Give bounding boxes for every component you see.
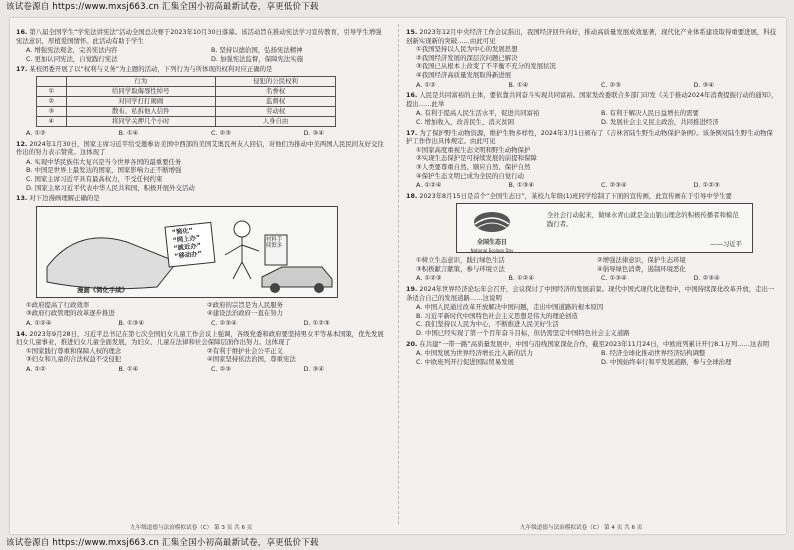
statement-item: ②政府的宗旨是为人民服务 xyxy=(207,300,284,309)
option-d: D. ①②③ xyxy=(303,318,330,327)
question-number: 20. xyxy=(406,339,418,348)
table-cell: 给同学取侮辱性绰号 xyxy=(66,86,216,96)
option-a: A. 增强宪法观念，完善宪法内容 xyxy=(26,46,118,55)
question-16-right xyxy=(406,91,778,126)
page-footer-left: 九年级道德与法治模拟试卷（C） 第 3 页 共 6 页 xyxy=(130,525,253,531)
option-a: A. ①② xyxy=(26,364,46,373)
cartoon-illustration xyxy=(36,206,338,298)
option-c: C. 增加收入，改善民生，消灭贫困 xyxy=(416,117,514,126)
bottom-source-banner: 该试卷源自 https://www.mxsj663.cn 汇集全国小初高最新试卷，享更低价下载 xyxy=(6,538,319,548)
statement-item: ③积极献言献策，参与环境立法 xyxy=(416,264,505,273)
option-b: B. ①④ xyxy=(118,128,139,137)
statement-item: ④国家坚持依法治国，尊重宪法 xyxy=(207,355,296,364)
question-number: 12. xyxy=(16,139,28,148)
option-a: A. ①② xyxy=(26,128,46,137)
question-stem: 第八届全国学生“学宪法讲宪法”活动全国总决赛于2023年10月30日落幕。该活动旨在推动宪法学习宣传教育，引导学生增强宪法意识，厚植爱国情怀。此活动有助于学生 xyxy=(16,28,382,45)
question-number: 16. xyxy=(406,91,418,100)
question-number: 17. xyxy=(16,65,28,74)
rights-table xyxy=(36,76,336,127)
option-d: D. 中国始终奉行和平发展道路，参与全球治理 xyxy=(601,357,732,366)
statement-item: ③我国已从根本上改变了不平衡不充分的发展状况 xyxy=(416,62,556,71)
table-row xyxy=(37,116,336,126)
left-page xyxy=(16,28,388,375)
statement-item: ①国家践行尊重和保障人权的理念 xyxy=(26,346,122,355)
statement-item: ②有利于维护社会公平正义 xyxy=(207,346,284,355)
question-number: 15. xyxy=(406,28,418,36)
statement-item: ④建设法治政府一直在努力 xyxy=(207,309,284,318)
statement-item: ④我国经济高质量发展取得新进展 xyxy=(416,70,512,79)
table-header-cell: 行为 xyxy=(66,76,216,86)
question-stem: 某校团委开展了以“权利与义务”为主题的活动，下列行为与所体现的权利对应正确的是 xyxy=(29,65,273,74)
option-a: A. ①②③ xyxy=(416,274,442,283)
table-cell: 散布、私拆他人信件 xyxy=(66,106,216,116)
table-cell: ④ xyxy=(37,116,67,126)
table-cell: 劳动权 xyxy=(216,106,336,116)
question-stem: 2023年12月中央经济工作会议指出，我国经济回升向好，推动高质量发展成效显著，现代化产业体系建设取得重要进展，科技创新实现新的突破……由此可见 xyxy=(406,28,777,45)
option-c: C. ①③④ xyxy=(601,274,627,283)
table-cell: ② xyxy=(37,96,67,106)
question-number: 18. xyxy=(406,191,418,200)
question-number: 14. xyxy=(16,329,28,338)
question-19 xyxy=(406,285,778,338)
option-b: B. ①③④ xyxy=(118,318,145,327)
option-d: D. 国家主席习近平代表中华人民共和国，积极开展外交活动 xyxy=(26,183,195,192)
table-cell: ① xyxy=(37,86,67,96)
statement-item: ①政府提高了行政效率 xyxy=(26,300,90,309)
option-b: B. 有利于解决人民日益增长的需要 xyxy=(601,109,699,118)
logo-title: 全国生态日 xyxy=(476,238,507,246)
question-20 xyxy=(406,340,778,367)
option-c: C. ②③④ xyxy=(601,181,627,190)
statement-item: ②实现生态保护是可持续发展的前提和保障 xyxy=(416,154,537,163)
option-c: C. ②③④ xyxy=(211,318,237,327)
option-d: D. ②③④ xyxy=(693,274,720,283)
table-cell: ③ xyxy=(37,106,67,116)
option-c: C. ②③ xyxy=(211,128,231,137)
option-d: D. ③④ xyxy=(303,364,324,373)
option-b: B. ①④ xyxy=(508,80,529,89)
option-d: D. 中国已经实现了第一个百年奋斗目标，但仍需坚定中国特色社会主义道路 xyxy=(416,329,630,338)
option-c: C. 更加认同宪法，自觉践行宪法 xyxy=(26,54,118,63)
statement-item: ①国家高度重视生态文明和野生动物保护 xyxy=(416,145,531,154)
cartoon-label: “网上办” xyxy=(172,233,201,245)
page-footer-right: 九年级道德与法治模拟试卷（C） 第 4 页 共 6 页 xyxy=(520,525,643,531)
option-b: B. 中国是世界上最发达的国家，国家影响力正不断增强 xyxy=(26,166,182,175)
question-14 xyxy=(16,330,388,374)
poster-quote-author: ——习近平 xyxy=(710,239,742,248)
table-cell: 将同学关押几个小时 xyxy=(66,116,216,126)
option-a: A. 中国人民通过改革开放解决中国问题，走出中国道路的根本原因 xyxy=(416,303,604,312)
question-13 xyxy=(16,194,388,327)
page-divider xyxy=(398,24,399,524)
question-stem: 人民是共同富裕的主体，要依靠共同奋斗实现共同富裕。国家发改委联合多部门印发《关于推动2024年消费提振行动的通知》，提出……此举 xyxy=(406,91,778,108)
option-c: C. 中欧班列开行促进国际贸易发展 xyxy=(416,357,514,366)
statement-item: ④保护生态文明已成为全民的自觉行动 xyxy=(416,171,524,180)
table-cell: 对同学打打闹闹 xyxy=(66,96,216,106)
table-row xyxy=(37,96,336,106)
table-header-cell: 侵犯的公民权利 xyxy=(216,76,336,86)
table-cell: 人身自由 xyxy=(216,116,336,126)
option-b: B. 坚持以德治国，弘扬宪法精神 xyxy=(211,46,303,55)
option-d: D. ①②③ xyxy=(693,181,720,190)
option-b: B. ①③④ xyxy=(508,181,535,190)
statement-item: ④倡导绿色消费，遏制环境恶化 xyxy=(597,264,686,273)
option-c: C. 国家主席习近平具有最高权力，不受任何约束 xyxy=(26,174,163,183)
table-cell: 监督权 xyxy=(216,96,336,106)
question-12 xyxy=(16,140,388,193)
question-number: 16. xyxy=(16,28,28,36)
question-number: 19. xyxy=(406,285,418,294)
question-stem: 2024年1月30日，国家主席习近平给受邀参访美国中西部的美国艾奥瓦州友人回信，对他们为推动中美两国人民民间友好交往作出的努力表示赞赏。这体现了 xyxy=(16,139,384,157)
option-a: A. 有利于提高人民生活水平，促进共同富裕 xyxy=(416,109,540,118)
statement-item: ③妇女和儿童的合法权益不受侵犯 xyxy=(26,355,122,364)
top-source-banner: 该试卷源自 https://www.mxsj663.cn 汇集全国小初高最新试卷，享更低价下载 xyxy=(6,2,319,12)
logo-subtitle: National Ecology Day xyxy=(470,248,514,254)
question-stem: 为了保护野生动物资源，维护生物多样性，2024年3月1日颁布了《吉林省陆生野生动物保护条例》。该条例对陆生野生动物保护工作作出具体规定。由此可见 xyxy=(406,128,773,146)
option-a: A. 实现中华民族伟大复兴是当今世界各国的最重要任务 xyxy=(26,157,182,166)
statement-item: ③人类要尊重自然、顺应自然、保护自然 xyxy=(416,162,531,171)
statement-item: ①树立生态意识，践行绿色生活 xyxy=(416,256,505,265)
statement-item: ②增强法律意识，保护生态环境 xyxy=(597,256,686,265)
table-row xyxy=(37,86,336,96)
option-b: B. ①②④ xyxy=(508,274,535,283)
question-stem: 对下边漫画理解正确的是 xyxy=(29,194,100,203)
option-b: B. 习近平新时代中国特色社会主义思想是伟大的理论创造 xyxy=(416,311,578,320)
statement-item: ②我国经济发展的深层次问题已解决 xyxy=(416,53,518,62)
option-d: D. ③④ xyxy=(303,128,324,137)
cartoon-caption: 漫画《简化手续》 xyxy=(77,286,129,295)
question-stem: 2023年9月28日，习近平总书记在第七次全国妇女儿童工作会议上强调，各级党委和政府要坚持男女平等基本国策，优先发展妇女儿童事业，推进妇女儿童全面发展，为妇女、儿童在法律和社会保障层面作出努力。这体现了 xyxy=(16,329,384,347)
option-c: C. ②③ xyxy=(601,80,621,89)
option-c: C. ②③ xyxy=(211,364,231,373)
option-a: A. ①② xyxy=(416,80,436,89)
cartoon-label: 材料手续繁多 xyxy=(266,236,283,250)
question-17-left xyxy=(16,65,388,137)
option-a: A. 中国发展为世界经济增长注入新的活力 xyxy=(416,349,533,358)
question-number: 17. xyxy=(406,128,418,137)
option-b: B. 经济全球化推动世界经济结构调整 xyxy=(601,349,706,358)
question-number: 13. xyxy=(16,194,28,203)
option-b: B. ①④ xyxy=(118,364,139,373)
question-stem: 在共建“一带一路”高质量发展中，中国与沿线国家深化合作，截至2023年11月24日，中欧班列累计开行8.1万列……这表明 xyxy=(419,339,770,348)
question-16-left xyxy=(16,28,388,63)
option-d: D. 发展社会主义民主政治，共同推进经济 xyxy=(601,117,719,126)
option-a: A. ①②④ xyxy=(26,318,52,327)
table-row xyxy=(37,106,336,116)
question-18 xyxy=(406,192,778,283)
option-d: D. ③④ xyxy=(693,80,714,89)
cartoon-label: “简化” xyxy=(171,226,194,237)
poster-quote: 全社会行动起来，做绿水青山就是金山银山理念的积极传播者和模范践行者。 xyxy=(547,211,739,229)
question-stem: 2024年世界经济论坛年会召开，会议探讨了中国经济的发展前景。现代中国式现代化进程中，中国持续深化改革开放，走出一条适合自己的发展道路……这说明 xyxy=(406,285,775,302)
option-a: A. ①②④ xyxy=(416,181,442,190)
right-page xyxy=(406,28,778,368)
ecology-day-poster xyxy=(456,203,753,253)
table-cell: 名誉权 xyxy=(216,86,336,96)
cartoon-label: “就近办” xyxy=(173,241,202,253)
question-stem: 2023年8月15日是首个“全国生态日”，某校九年级(1)班同学绘制了下面的宣传画，此宣传画在于引导中学生要 xyxy=(419,191,732,200)
option-c: C. 我们坚持以人民为中心，不断推进人民美好生活 xyxy=(416,320,559,329)
statement-item: ③政府行政管理的改革逐步推进 xyxy=(26,309,115,318)
cartoon-label: “移动办” xyxy=(173,249,203,261)
question-15 xyxy=(406,28,778,89)
statement-item: ①我国坚持以人民为中心的发展思想 xyxy=(416,45,518,54)
question-17-right xyxy=(406,129,778,190)
option-d: D. 加强宪法监督，保障宪法实施 xyxy=(211,54,304,63)
exam-sheet xyxy=(10,18,786,534)
ecology-day-logo xyxy=(463,210,521,254)
table-header-cell xyxy=(37,76,67,86)
